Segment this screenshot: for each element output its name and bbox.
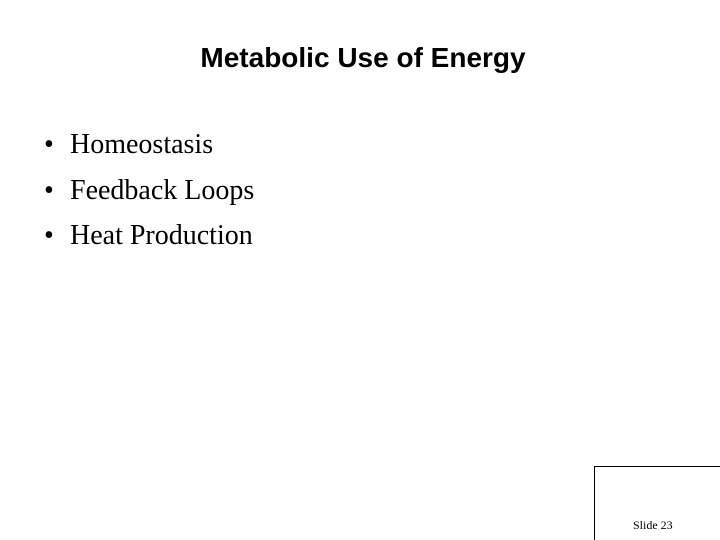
bullet-text: Heat Production [70,220,253,251]
slide-number: Slide 23 [633,518,673,532]
bullet-icon: • [44,174,54,206]
bullet-text: Feedback Loops [70,174,255,206]
bullet-icon: • [44,129,54,160]
bullet-text: Homeostasis [70,129,214,160]
bullet-item-heat-production [44,220,254,266]
bullet-item-homeostasis [44,129,254,175]
bullet-list [44,129,254,266]
bullet-icon: • [44,220,54,251]
slide-title: Metabolic Use of Energy [200,42,526,73]
bullet-item-feedback-loops [44,175,254,221]
